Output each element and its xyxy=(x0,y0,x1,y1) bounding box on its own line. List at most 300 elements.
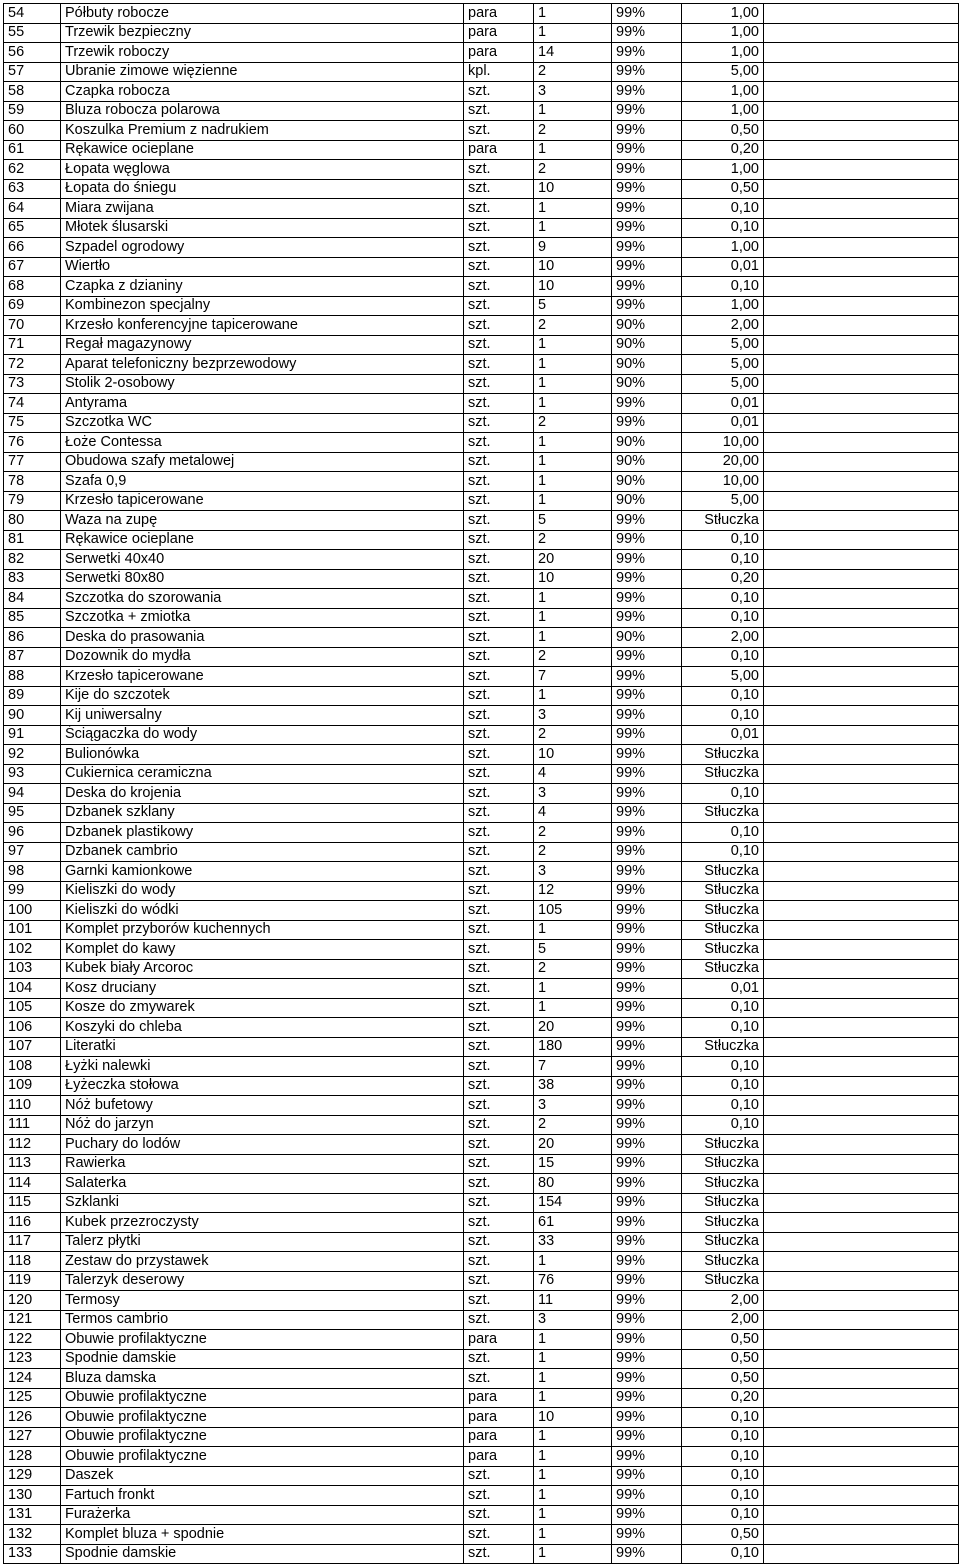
quantity: 3 xyxy=(534,1310,612,1330)
value: 0,01 xyxy=(682,979,764,999)
table-row xyxy=(4,1505,959,1525)
row-number: 113 xyxy=(4,1154,61,1174)
value: 5,00 xyxy=(682,62,764,82)
value: 0,50 xyxy=(682,1369,764,1389)
table-row xyxy=(4,706,959,726)
empty-cell xyxy=(764,1252,959,1272)
item-name: Czapka robocza xyxy=(61,82,464,102)
value: 0,50 xyxy=(682,1330,764,1350)
empty-cell xyxy=(764,862,959,882)
row-number: 73 xyxy=(4,374,61,394)
unit-of-measure: para xyxy=(464,4,534,24)
unit-of-measure: szt. xyxy=(464,706,534,726)
item-name: Spodnie damskie xyxy=(61,1349,464,1369)
quantity: 33 xyxy=(534,1232,612,1252)
row-number: 110 xyxy=(4,1096,61,1116)
unit-of-measure: szt. xyxy=(464,1486,534,1506)
item-name: Obuwie profilaktyczne xyxy=(61,1427,464,1447)
value: Stłuczka xyxy=(682,1193,764,1213)
unit-of-measure: para xyxy=(464,1388,534,1408)
wear-percent: 99% xyxy=(612,1310,682,1330)
empty-cell xyxy=(764,1174,959,1194)
row-number: 60 xyxy=(4,121,61,141)
unit-of-measure: szt. xyxy=(464,394,534,414)
row-number: 122 xyxy=(4,1330,61,1350)
empty-cell xyxy=(764,491,959,511)
unit-of-measure: szt. xyxy=(464,218,534,238)
value: Stłuczka xyxy=(682,881,764,901)
row-number: 58 xyxy=(4,82,61,102)
empty-cell xyxy=(764,706,959,726)
quantity: 76 xyxy=(534,1271,612,1291)
empty-cell xyxy=(764,1057,959,1077)
row-number: 123 xyxy=(4,1349,61,1369)
wear-percent: 99% xyxy=(612,1291,682,1311)
table-row xyxy=(4,725,959,745)
table-row xyxy=(4,1486,959,1506)
item-name: Dzbanek plastikowy xyxy=(61,823,464,843)
wear-percent: 99% xyxy=(612,1057,682,1077)
empty-cell xyxy=(764,1544,959,1564)
row-number: 89 xyxy=(4,686,61,706)
value: Stłuczka xyxy=(682,862,764,882)
item-name: Półbuty robocze xyxy=(61,4,464,24)
unit-of-measure: szt. xyxy=(464,277,534,297)
quantity: 1 xyxy=(534,1544,612,1564)
quantity: 4 xyxy=(534,764,612,784)
table-row xyxy=(4,589,959,609)
quantity: 10 xyxy=(534,257,612,277)
quantity: 1 xyxy=(534,472,612,492)
unit-of-measure: szt. xyxy=(464,1525,534,1545)
item-name: Cukiernica ceramiczna xyxy=(61,764,464,784)
item-name: Rękawice ocieplane xyxy=(61,140,464,160)
item-name: Deska do krojenia xyxy=(61,784,464,804)
empty-cell xyxy=(764,199,959,219)
row-number: 120 xyxy=(4,1291,61,1311)
value: 0,10 xyxy=(682,1096,764,1116)
quantity: 2 xyxy=(534,413,612,433)
item-name: Obuwie profilaktyczne xyxy=(61,1408,464,1428)
empty-cell xyxy=(764,1505,959,1525)
empty-cell xyxy=(764,238,959,258)
unit-of-measure: szt. xyxy=(464,1076,534,1096)
item-name: Salaterka xyxy=(61,1174,464,1194)
wear-percent: 99% xyxy=(612,1466,682,1486)
empty-cell xyxy=(764,257,959,277)
unit-of-measure: szt. xyxy=(464,1193,534,1213)
wear-percent: 99% xyxy=(612,1330,682,1350)
quantity: 3 xyxy=(534,862,612,882)
row-number: 66 xyxy=(4,238,61,258)
item-name: Stolik 2-osobowy xyxy=(61,374,464,394)
item-name: Furażerka xyxy=(61,1505,464,1525)
unit-of-measure: szt. xyxy=(464,1057,534,1077)
wear-percent: 99% xyxy=(612,803,682,823)
item-name: Bulionówka xyxy=(61,745,464,765)
unit-of-measure: szt. xyxy=(464,998,534,1018)
value: 0,10 xyxy=(682,218,764,238)
quantity: 5 xyxy=(534,511,612,531)
empty-cell xyxy=(764,121,959,141)
table-row xyxy=(4,238,959,258)
row-number: 105 xyxy=(4,998,61,1018)
empty-cell xyxy=(764,1310,959,1330)
table-row xyxy=(4,686,959,706)
item-name: Rawierka xyxy=(61,1154,464,1174)
table-row xyxy=(4,101,959,121)
empty-cell xyxy=(764,413,959,433)
item-name: Łopata węglowa xyxy=(61,160,464,180)
quantity: 10 xyxy=(534,569,612,589)
quantity: 11 xyxy=(534,1291,612,1311)
wear-percent: 90% xyxy=(612,335,682,355)
item-name: Komplet bluza + spodnie xyxy=(61,1525,464,1545)
wear-percent: 99% xyxy=(612,1193,682,1213)
unit-of-measure: szt. xyxy=(464,1271,534,1291)
quantity: 1 xyxy=(534,1447,612,1467)
table-row xyxy=(4,1466,959,1486)
value: Stłuczka xyxy=(682,745,764,765)
quantity: 61 xyxy=(534,1213,612,1233)
item-name: Młotek ślusarski xyxy=(61,218,464,238)
unit-of-measure: szt. xyxy=(464,1174,534,1194)
value: 2,00 xyxy=(682,316,764,336)
unit-of-measure: szt. xyxy=(464,725,534,745)
value: Stłuczka xyxy=(682,764,764,784)
wear-percent: 90% xyxy=(612,355,682,375)
table-row xyxy=(4,160,959,180)
wear-percent: 99% xyxy=(612,257,682,277)
item-name: Trzewik bezpieczny xyxy=(61,23,464,43)
wear-percent: 99% xyxy=(612,725,682,745)
row-number: 127 xyxy=(4,1427,61,1447)
unit-of-measure: szt. xyxy=(464,1135,534,1155)
row-number: 100 xyxy=(4,901,61,921)
unit-of-measure: szt. xyxy=(464,433,534,453)
value: Stłuczka xyxy=(682,511,764,531)
value: 0,10 xyxy=(682,1408,764,1428)
value: 0,10 xyxy=(682,823,764,843)
unit-of-measure: szt. xyxy=(464,647,534,667)
table-row xyxy=(4,121,959,141)
quantity: 1 xyxy=(534,1466,612,1486)
table-row xyxy=(4,959,959,979)
quantity: 1 xyxy=(534,1486,612,1506)
unit-of-measure: szt. xyxy=(464,1096,534,1116)
quantity: 1 xyxy=(534,1525,612,1545)
value: 0,01 xyxy=(682,257,764,277)
unit-of-measure: szt. xyxy=(464,1349,534,1369)
wear-percent: 99% xyxy=(612,1427,682,1447)
empty-cell xyxy=(764,667,959,687)
wear-percent: 99% xyxy=(612,920,682,940)
item-name: Komplet do kawy xyxy=(61,940,464,960)
table-row xyxy=(4,199,959,219)
table-row xyxy=(4,394,959,414)
table-row xyxy=(4,1525,959,1545)
table-row xyxy=(4,43,959,63)
row-number: 90 xyxy=(4,706,61,726)
quantity: 2 xyxy=(534,160,612,180)
row-number: 91 xyxy=(4,725,61,745)
table-row xyxy=(4,1544,959,1564)
empty-cell xyxy=(764,1135,959,1155)
wear-percent: 99% xyxy=(612,1018,682,1038)
value: 0,10 xyxy=(682,686,764,706)
table-row xyxy=(4,667,959,687)
empty-cell xyxy=(764,1349,959,1369)
value: 0,50 xyxy=(682,1349,764,1369)
item-name: Termos cambrio xyxy=(61,1310,464,1330)
item-name: Krzesło konferencyjne tapicerowane xyxy=(61,316,464,336)
value: Stłuczka xyxy=(682,1252,764,1272)
table-row xyxy=(4,920,959,940)
item-name: Termosy xyxy=(61,1291,464,1311)
item-name: Łopata do śniegu xyxy=(61,179,464,199)
empty-cell xyxy=(764,1018,959,1038)
item-name: Nóż do jarzyn xyxy=(61,1115,464,1135)
value: 0,01 xyxy=(682,725,764,745)
unit-of-measure: szt. xyxy=(464,959,534,979)
quantity: 180 xyxy=(534,1037,612,1057)
row-number: 119 xyxy=(4,1271,61,1291)
empty-cell xyxy=(764,82,959,102)
row-number: 77 xyxy=(4,452,61,472)
value: 1,00 xyxy=(682,23,764,43)
item-name: Waza na zupę xyxy=(61,511,464,531)
wear-percent: 90% xyxy=(612,316,682,336)
row-number: 86 xyxy=(4,628,61,648)
wear-percent: 90% xyxy=(612,628,682,648)
empty-cell xyxy=(764,1096,959,1116)
item-name: Bluza damska xyxy=(61,1369,464,1389)
row-number: 101 xyxy=(4,920,61,940)
quantity: 3 xyxy=(534,1096,612,1116)
row-number: 131 xyxy=(4,1505,61,1525)
unit-of-measure: para xyxy=(464,43,534,63)
wear-percent: 99% xyxy=(612,1135,682,1155)
row-number: 133 xyxy=(4,1544,61,1564)
value: 1,00 xyxy=(682,238,764,258)
table-row xyxy=(4,4,959,24)
value: 0,50 xyxy=(682,179,764,199)
unit-of-measure: szt. xyxy=(464,472,534,492)
table-row xyxy=(4,355,959,375)
unit-of-measure: szt. xyxy=(464,1115,534,1135)
wear-percent: 99% xyxy=(612,1369,682,1389)
wear-percent: 99% xyxy=(612,62,682,82)
wear-percent: 99% xyxy=(612,842,682,862)
empty-cell xyxy=(764,979,959,999)
wear-percent: 99% xyxy=(612,686,682,706)
wear-percent: 99% xyxy=(612,218,682,238)
value: 0,50 xyxy=(682,1525,764,1545)
unit-of-measure: szt. xyxy=(464,920,534,940)
item-name: Kubek biały Arcoroc xyxy=(61,959,464,979)
table-row xyxy=(4,1135,959,1155)
unit-of-measure: szt. xyxy=(464,862,534,882)
quantity: 38 xyxy=(534,1076,612,1096)
table-row xyxy=(4,628,959,648)
wear-percent: 99% xyxy=(612,1408,682,1428)
quantity: 1 xyxy=(534,1349,612,1369)
wear-percent: 99% xyxy=(612,160,682,180)
row-number: 64 xyxy=(4,199,61,219)
row-number: 57 xyxy=(4,62,61,82)
quantity: 1 xyxy=(534,218,612,238)
item-name: Talerzyk deserowy xyxy=(61,1271,464,1291)
item-name: Serwetki 40x40 xyxy=(61,550,464,570)
item-name: Szczotka do szorowania xyxy=(61,589,464,609)
unit-of-measure: szt. xyxy=(464,82,534,102)
table-row xyxy=(4,803,959,823)
quantity: 12 xyxy=(534,881,612,901)
quantity: 2 xyxy=(534,647,612,667)
quantity: 5 xyxy=(534,940,612,960)
table-row xyxy=(4,413,959,433)
table-row xyxy=(4,218,959,238)
quantity: 2 xyxy=(534,725,612,745)
row-number: 92 xyxy=(4,745,61,765)
value: 1,00 xyxy=(682,296,764,316)
row-number: 76 xyxy=(4,433,61,453)
value: 0,10 xyxy=(682,1018,764,1038)
table-row xyxy=(4,1076,959,1096)
wear-percent: 99% xyxy=(612,940,682,960)
empty-cell xyxy=(764,1213,959,1233)
empty-cell xyxy=(764,628,959,648)
table-row xyxy=(4,1154,959,1174)
wear-percent: 90% xyxy=(612,374,682,394)
table-row xyxy=(4,998,959,1018)
wear-percent: 99% xyxy=(612,511,682,531)
row-number: 61 xyxy=(4,140,61,160)
table-row xyxy=(4,1174,959,1194)
empty-cell xyxy=(764,1271,959,1291)
value: 1,00 xyxy=(682,82,764,102)
item-name: Obuwie profilaktyczne xyxy=(61,1447,464,1467)
quantity: 2 xyxy=(534,1115,612,1135)
item-name: Dozownik do mydła xyxy=(61,647,464,667)
item-name: Szafa 0,9 xyxy=(61,472,464,492)
unit-of-measure: szt. xyxy=(464,667,534,687)
wear-percent: 99% xyxy=(612,706,682,726)
empty-cell xyxy=(764,1232,959,1252)
wear-percent: 99% xyxy=(612,43,682,63)
empty-cell xyxy=(764,881,959,901)
table-row xyxy=(4,1291,959,1311)
table-row xyxy=(4,940,959,960)
row-number: 56 xyxy=(4,43,61,63)
table-row xyxy=(4,433,959,453)
wear-percent: 99% xyxy=(612,589,682,609)
row-number: 78 xyxy=(4,472,61,492)
quantity: 15 xyxy=(534,1154,612,1174)
value: Stłuczka xyxy=(682,959,764,979)
wear-percent: 99% xyxy=(612,1271,682,1291)
empty-cell xyxy=(764,1154,959,1174)
quantity: 2 xyxy=(534,530,612,550)
value: Stłuczka xyxy=(682,1135,764,1155)
empty-cell xyxy=(764,1388,959,1408)
empty-cell xyxy=(764,842,959,862)
wear-percent: 99% xyxy=(612,745,682,765)
value: 0,10 xyxy=(682,1076,764,1096)
empty-cell xyxy=(764,1408,959,1428)
value: 0,10 xyxy=(682,1427,764,1447)
item-name: Obudowa szafy metalowej xyxy=(61,452,464,472)
unit-of-measure: szt. xyxy=(464,881,534,901)
item-name: Kombinezon specjalny xyxy=(61,296,464,316)
quantity: 1 xyxy=(534,335,612,355)
unit-of-measure: szt. xyxy=(464,550,534,570)
row-number: 107 xyxy=(4,1037,61,1057)
unit-of-measure: szt. xyxy=(464,1310,534,1330)
item-name: Rękawice ocieplane xyxy=(61,530,464,550)
value: 0,20 xyxy=(682,1388,764,1408)
unit-of-measure: para xyxy=(464,1330,534,1350)
item-name: Garnki kamionkowe xyxy=(61,862,464,882)
unit-of-measure: szt. xyxy=(464,413,534,433)
value: 1,00 xyxy=(682,4,764,24)
table-row xyxy=(4,277,959,297)
wear-percent: 99% xyxy=(612,823,682,843)
wear-percent: 99% xyxy=(612,1154,682,1174)
wear-percent: 99% xyxy=(612,1213,682,1233)
row-number: 75 xyxy=(4,413,61,433)
row-number: 126 xyxy=(4,1408,61,1428)
item-name: Kij uniwersalny xyxy=(61,706,464,726)
table-row xyxy=(4,1115,959,1135)
table-row xyxy=(4,862,959,882)
unit-of-measure: szt. xyxy=(464,686,534,706)
item-name: Dzbanek szklany xyxy=(61,803,464,823)
wear-percent: 99% xyxy=(612,1388,682,1408)
row-number: 114 xyxy=(4,1174,61,1194)
unit-of-measure: szt. xyxy=(464,1037,534,1057)
wear-percent: 90% xyxy=(612,491,682,511)
table-row xyxy=(4,784,959,804)
item-name: Miara zwijana xyxy=(61,199,464,219)
wear-percent: 99% xyxy=(612,1447,682,1467)
unit-of-measure: para xyxy=(464,1447,534,1467)
empty-cell xyxy=(764,725,959,745)
quantity: 1 xyxy=(534,1369,612,1389)
row-number: 93 xyxy=(4,764,61,784)
value: 20,00 xyxy=(682,452,764,472)
row-number: 102 xyxy=(4,940,61,960)
item-name: Kije do szczotek xyxy=(61,686,464,706)
row-number: 85 xyxy=(4,608,61,628)
empty-cell xyxy=(764,608,959,628)
value: Stłuczka xyxy=(682,1154,764,1174)
table-row xyxy=(4,511,959,531)
item-name: Nóż bufetowy xyxy=(61,1096,464,1116)
value: 2,00 xyxy=(682,1291,764,1311)
wear-percent: 99% xyxy=(612,1096,682,1116)
quantity: 1 xyxy=(534,686,612,706)
unit-of-measure: para xyxy=(464,1408,534,1428)
empty-cell xyxy=(764,472,959,492)
quantity: 10 xyxy=(534,277,612,297)
quantity: 1 xyxy=(534,1330,612,1350)
wear-percent: 99% xyxy=(612,608,682,628)
wear-percent: 99% xyxy=(612,901,682,921)
table-row xyxy=(4,745,959,765)
item-name: Szpadel ogrodowy xyxy=(61,238,464,258)
unit-of-measure: szt. xyxy=(464,979,534,999)
